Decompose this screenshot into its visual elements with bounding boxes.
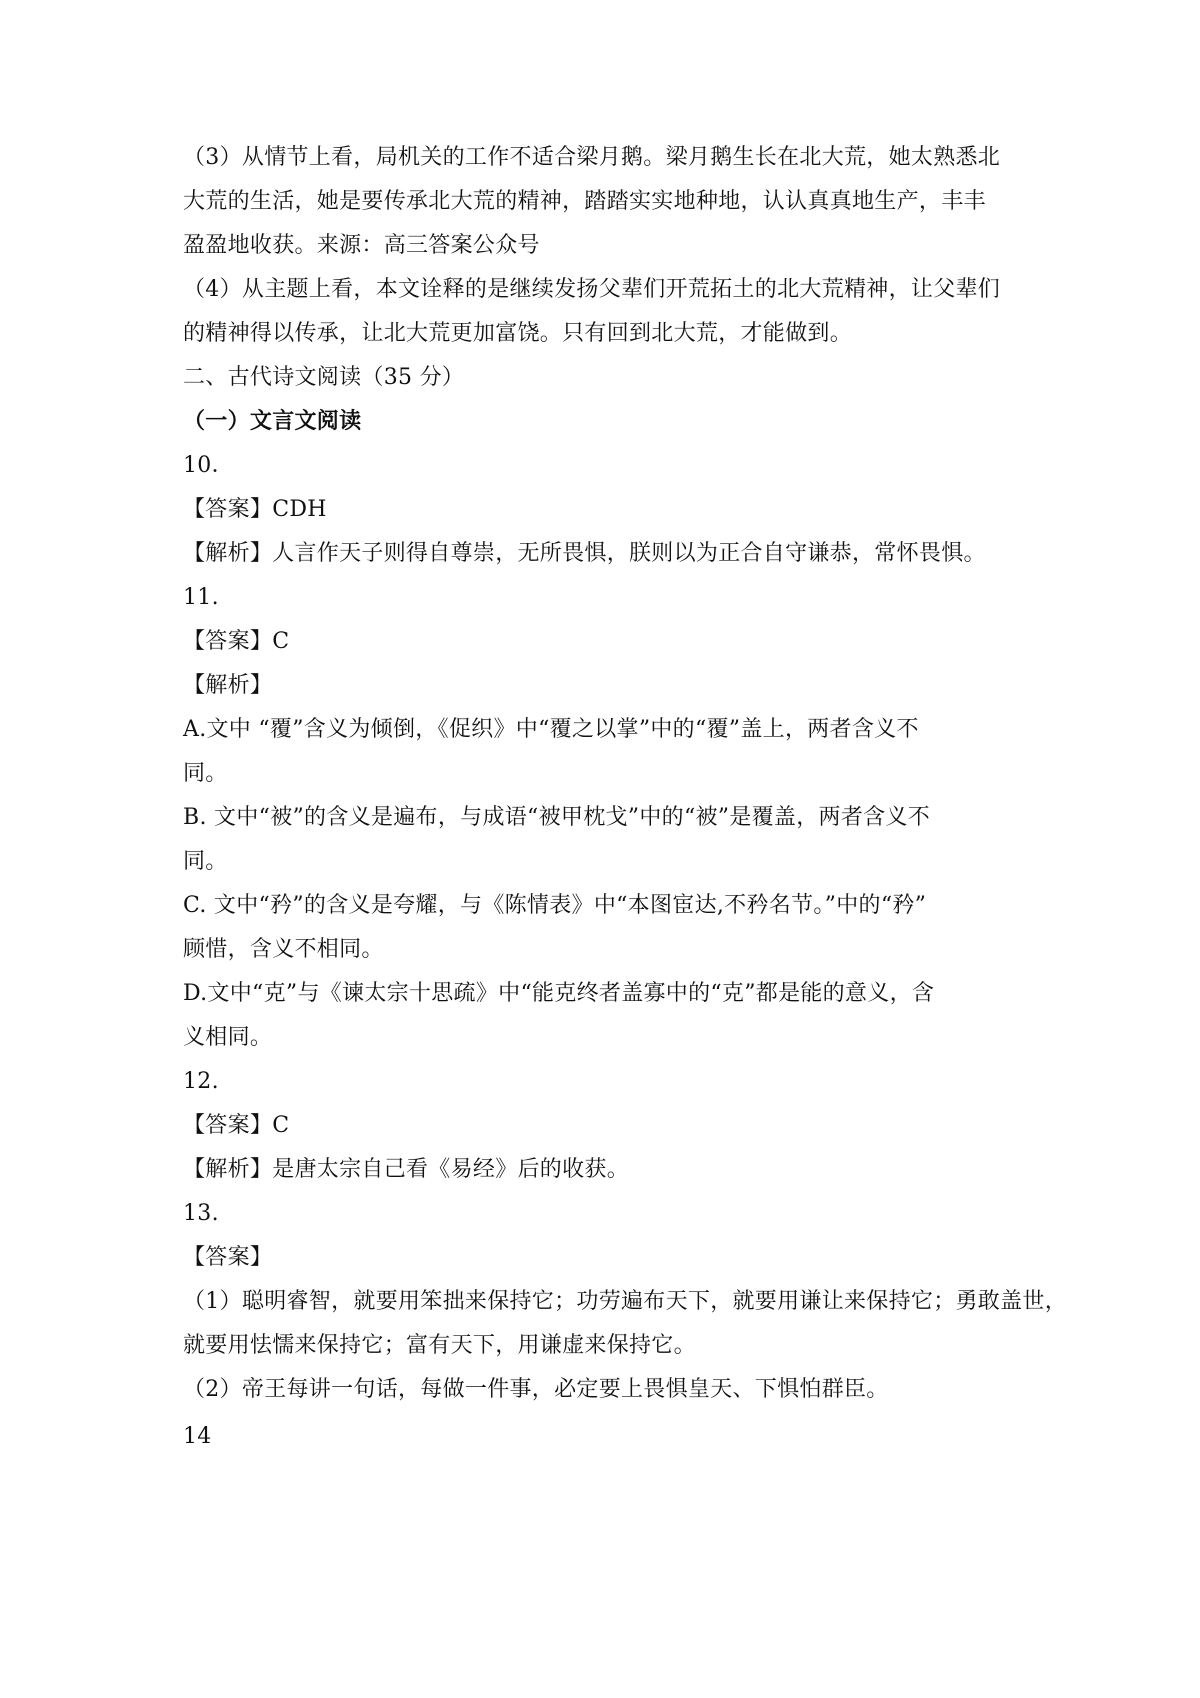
option-line: 义相同。 <box>183 1025 273 1050</box>
question-number: 11. <box>183 585 219 610</box>
translation-line: （1）聪明睿智，就要用笨拙来保持它；功劳遍布天下，就要用谦让来保持它；勇敢盖世， <box>183 1289 1067 1314</box>
option-line: D.文中“克”与《谏太宗十思疏》中“能克终者盖寡中的“克”都是能的意义，含 <box>183 981 935 1006</box>
answer-line: 【答案】C <box>183 1113 290 1138</box>
answer-line: 【答案】CDH <box>183 497 327 522</box>
paragraph-line <box>183 231 1043 261</box>
option-line: 同。 <box>183 761 228 786</box>
source-note: 来源：高三答案公众号 <box>316 233 540 258</box>
paragraph-line: （3）从情节上看，局机关的工作不适合梁月鹅。梁月鹅生长在北大荒，她太熟悉北 <box>183 145 1001 170</box>
analysis-line: 【解析】 <box>183 673 273 698</box>
option-line: 同。 <box>183 849 228 874</box>
translation-line: 就要用怯懦来保持它；富有天下，用谦虚来保持它。 <box>183 1333 696 1358</box>
analysis-line: 【解析】人言作天子则得自尊崇，无所畏惧，朕则以为正合自守谦恭，常怀畏惧。 <box>183 541 986 566</box>
paragraph-line: （4）从主题上看，本文诠释的是继续发扬父辈们开荒拓土的北大荒精神，让父辈们 <box>183 277 1001 302</box>
translation-line: （2）帝王每讲一句话，每做一件事，必定要上畏惧皇天、下惧怕群臣。 <box>183 1377 889 1402</box>
answer-line: 【答案】C <box>183 629 290 654</box>
subsection-heading: （一）文言文阅读 <box>183 409 362 434</box>
paragraph-text: 盈盈地收获。 <box>183 233 317 258</box>
paragraph-line: 的精神得以传承，让北大荒更加富饶。只有回到北大荒，才能做到。 <box>183 321 853 346</box>
option-line: B. 文中“被”的含义是遍布，与成语“被甲枕戈”中的“被”是覆盖，两者含义不 <box>183 805 931 830</box>
option-line: A.文中 “覆”含义为倾倒，《促织》中“覆之以掌”中的“覆”盖上，两者含义不 <box>183 717 919 742</box>
option-line: C. 文中“矜”的含义是夸耀，与《陈情表》中“本图宦达,不矜名节。”中的“矜” <box>183 893 927 918</box>
answer-line: 【答案】 <box>183 1245 273 1270</box>
question-number: 10． <box>183 453 234 478</box>
section-heading: 二、古代诗文阅读（35 分） <box>183 365 465 390</box>
paragraph-line: 大荒的生活，她是要传承北大荒的精神，踏踏实实地种地，认认真真地生产，丰丰 <box>183 189 986 214</box>
question-number: 12. <box>183 1069 219 1094</box>
option-line: 顾惜，含义不相同。 <box>183 937 384 962</box>
question-number: 14 <box>183 1424 212 1449</box>
question-number: 13. <box>183 1201 219 1226</box>
analysis-line: 【解析】是唐太宗自己看《易经》后的收获。 <box>183 1157 630 1182</box>
